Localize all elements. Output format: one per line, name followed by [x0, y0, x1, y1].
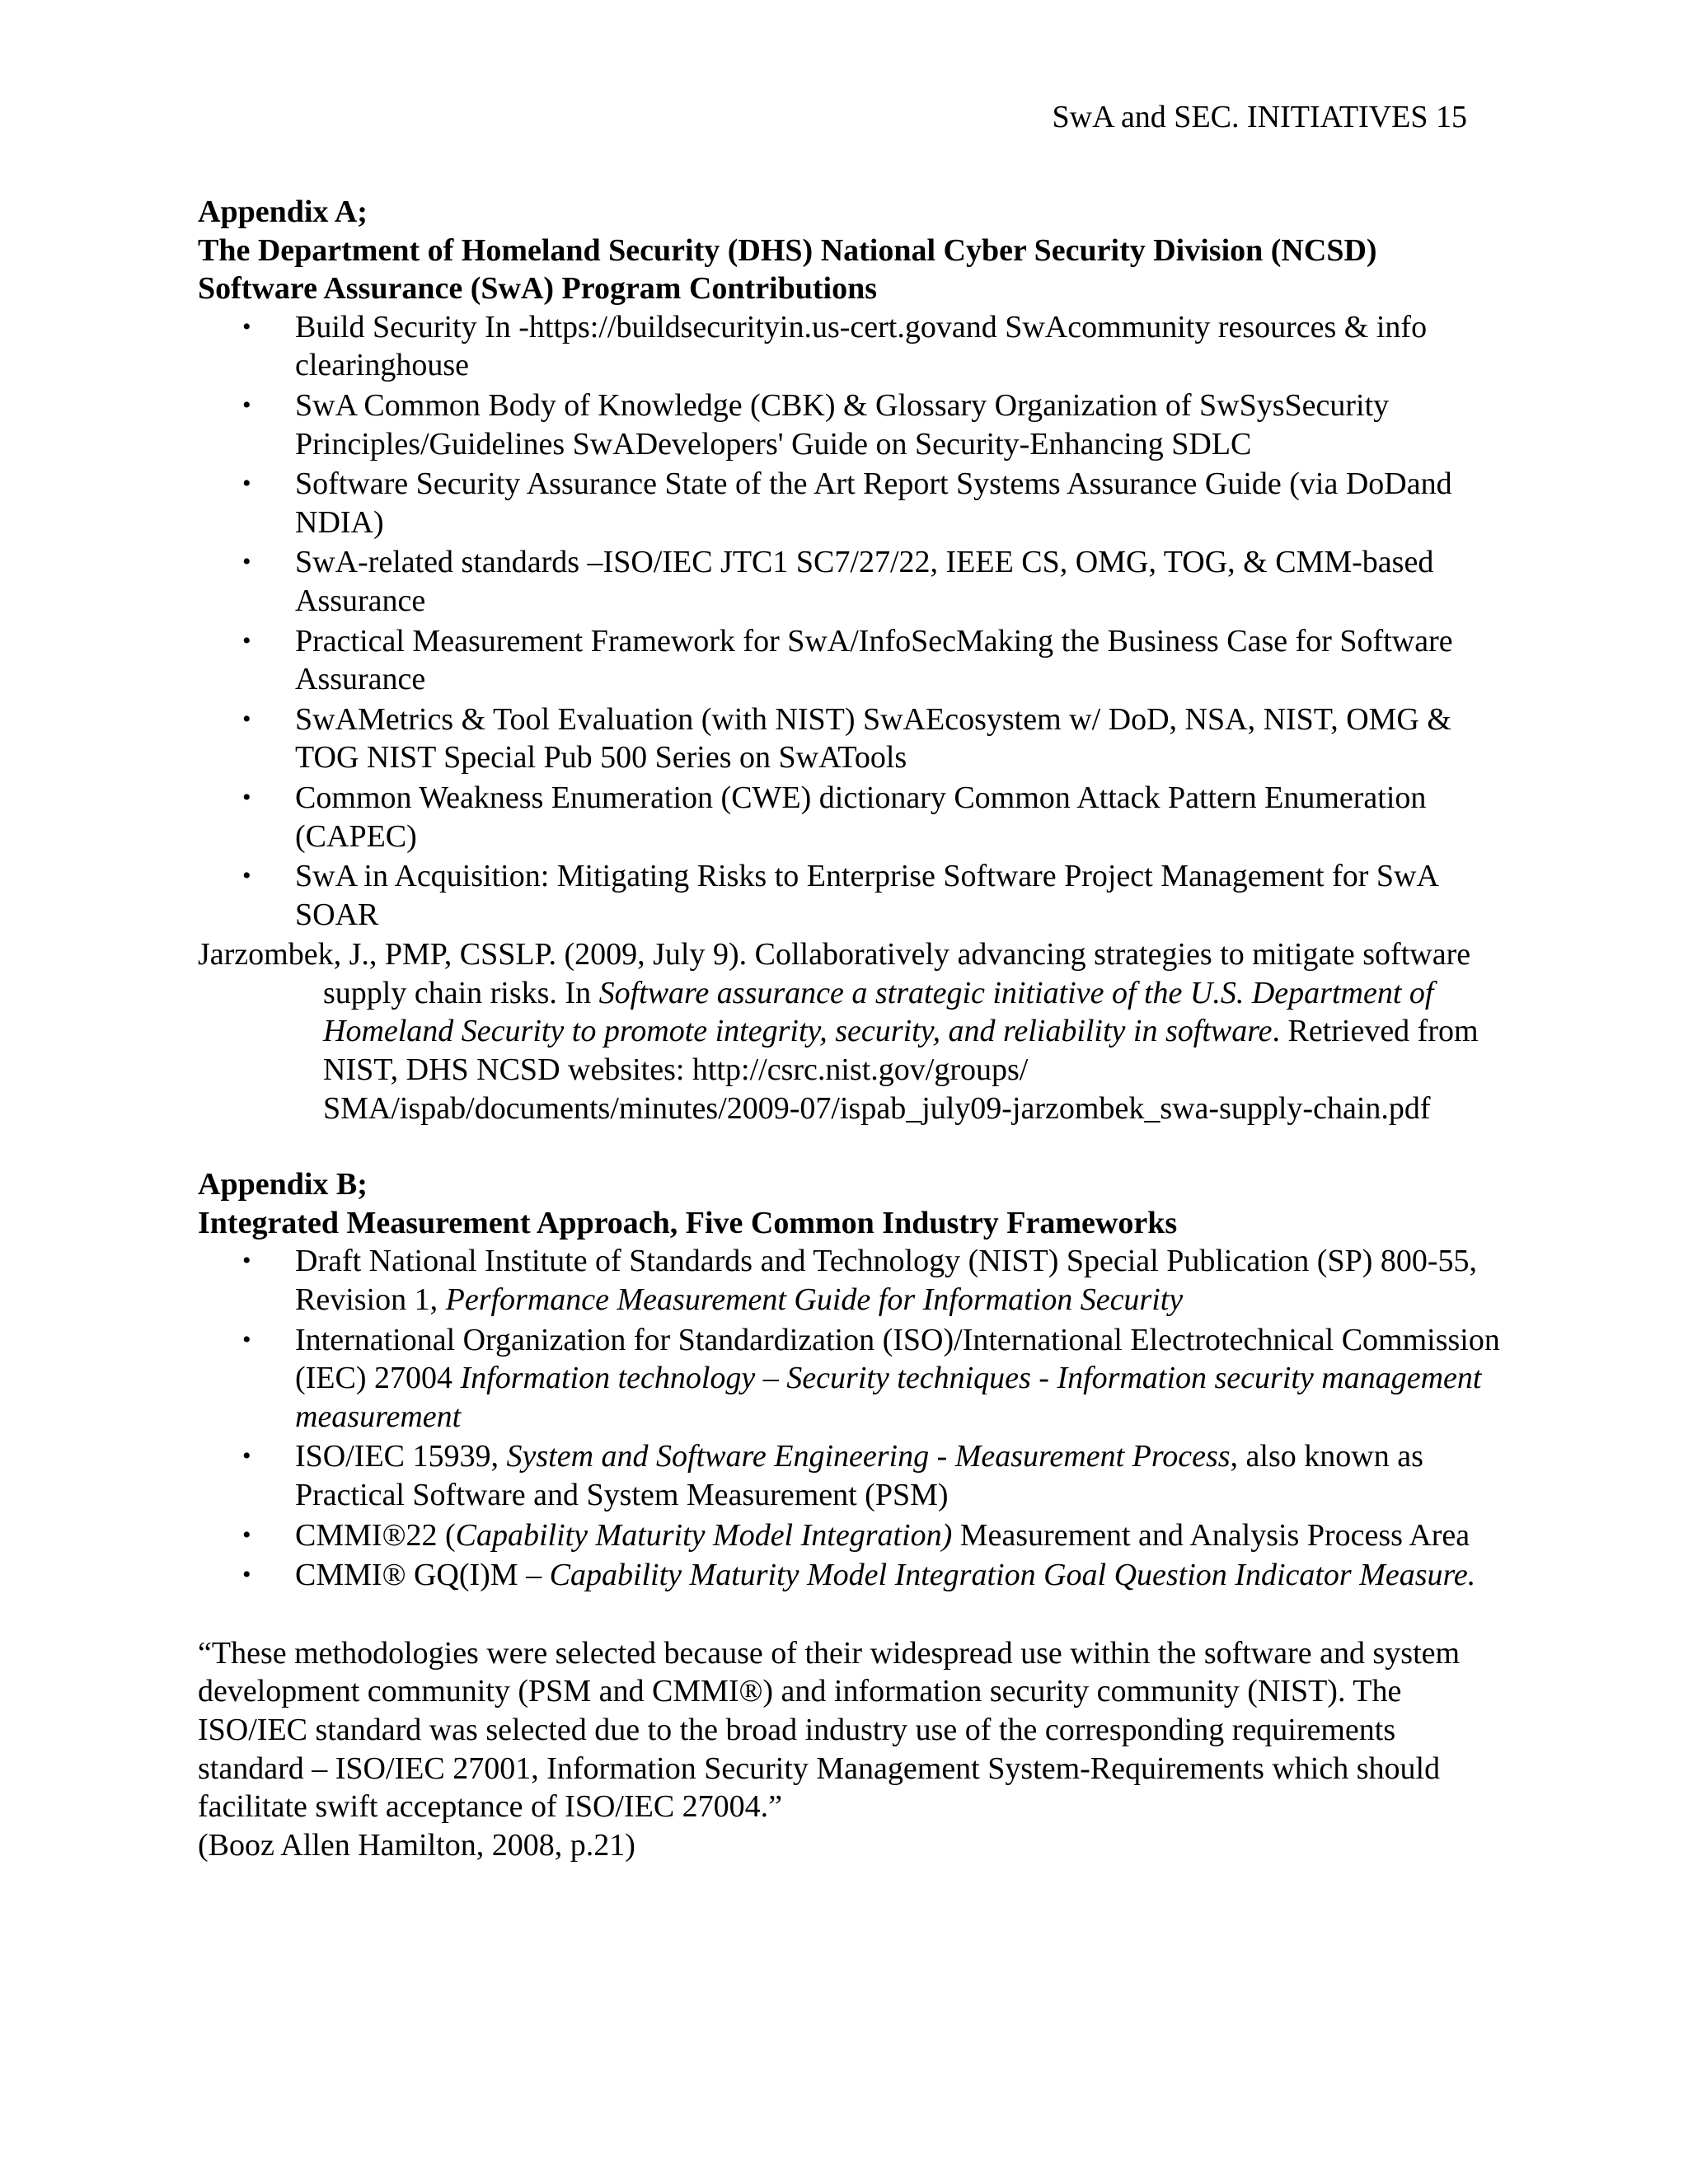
bullet-icon: • [242, 783, 251, 811]
reference-tail: . Retrieved from NIST, DHS NCSD websites: http://csrc.nist.gov/groups/ SMA/ispab/documents/minutes/2009-07/ispab_july09-jarzombek_swa-supply-chain.pdf [323, 1014, 1479, 1126]
bullet-icon: • [242, 470, 251, 498]
spacer [198, 1596, 1500, 1634]
list-item-text: CMMI® GQ(I)M – [295, 1558, 550, 1593]
list-item-text: ISO/IEC 15939, [295, 1439, 507, 1474]
list-item [198, 465, 1500, 541]
citation: (Booz Allen Hamilton, 2008, p.21) [198, 1827, 635, 1863]
list-item [198, 308, 1500, 385]
list-item-text: SwAMetrics & Tool Evaluation (with NIST) SwAEcosystem w/ DoD, NSA, NIST, OMG & TOG NIST Special Pub 500 Series on SwATools [295, 701, 1451, 776]
list-item-italic: System and Software Engineering - Measurement Process [506, 1439, 1231, 1474]
bullet-icon: • [242, 705, 251, 733]
list-item-italic: Information technology – Security techniques - Information security management measurement [295, 1361, 1482, 1434]
list-item [198, 387, 1500, 463]
bullet-icon: • [242, 1325, 251, 1353]
list-item [198, 779, 1500, 855]
list-item-text: Software Security Assurance State of the Art Report Systems Assurance Guide (via DoDand NDIA) [295, 466, 1452, 540]
list-item-text: Build Security In -https://buildsecurityin.us-cert.govand SwAcommunity resources & info clearinghouse [295, 309, 1428, 383]
list-item [198, 1321, 1500, 1436]
list-item-italic: Capability Maturity Model Integration) [455, 1517, 953, 1553]
bullet-icon: • [242, 626, 251, 654]
bullet-icon: • [242, 391, 251, 419]
list-item-text: SwA in Acquisition: Mitigating Risks to Enterprise Software Project Management for SwA SOAR [295, 859, 1437, 932]
list-item-text: Draft National Institute of Standards and Technology (NIST) Special Publication (SP) 800-55, Revision 1, [295, 1244, 1478, 1318]
appendix-a-title-line2: Software Assurance (SwA) Program Contributions [198, 271, 878, 307]
bullet-icon: • [242, 1521, 251, 1549]
list-item-text: Common Weakness Enumeration (CWE) dictionary Common Attack Pattern Enumeration (CAPEC) [295, 780, 1427, 854]
list-item [198, 1242, 1500, 1319]
quote-paragraph: “These methodologies were selected because of their widespread use within the software and system development community (PSM and CMMI®) and information security community (NIST). The ISO/IEC standard was selected due to the broad industry use of the corresponding requirements standard – ISO/IEC 27001, Information Security Management System-Requirements which should facilitate swift acceptance of ISO/IEC 27004.” [198, 1635, 1461, 1825]
list-item [198, 1556, 1500, 1595]
reference-lead: Jarzombek, J., PMP, CSSLP. (2009, July 9). Collaboratively advancing strategies to mitigate software supply chain risks. In [198, 937, 1471, 1010]
list-item-after: , also known as Practical Software and System Measurement (PSM) [295, 1439, 1423, 1512]
page-content [198, 193, 1500, 1864]
list-item-text: Practical Measurement Framework for SwA/InfoSecMaking the Business Case for Software Assurance [295, 623, 1453, 697]
bullet-icon: • [242, 1561, 251, 1589]
list-item-italic: Performance Measurement Guide for Information Security [445, 1282, 1184, 1318]
running-head: SwA and SEC. INITIATIVES 15 [1052, 100, 1467, 134]
list-item [198, 1516, 1500, 1555]
appendix-b-list [198, 1242, 1500, 1594]
bullet-icon: • [242, 1247, 251, 1275]
list-item [198, 857, 1500, 934]
list-item-text: International Organization for Standardization (ISO)/International Electrotechnical Commission (IEC) 27004 [295, 1322, 1500, 1396]
list-item-after: Measurement and Analysis Process Area [952, 1517, 1470, 1553]
bullet-icon: • [242, 312, 251, 340]
list-item-italic: Capability Maturity Model Integration Goal Question Indicator Measure. [549, 1558, 1476, 1593]
list-item [198, 1437, 1500, 1514]
appendix-a-label: Appendix A; [198, 194, 368, 229]
spacer [198, 1127, 1500, 1165]
appendix-a-list [198, 308, 1500, 935]
list-item [198, 701, 1500, 777]
bullet-icon: • [242, 1442, 251, 1470]
reference-title: Software assurance a strategic initiative of the U.S. Department of Homeland Security to promote integrity, security, and reliability in software [323, 975, 1434, 1049]
list-item [198, 543, 1500, 620]
appendix-a-title-line1: The Department of Homeland Security (DHS) National Cyber Security Division (NCSD) [198, 232, 1377, 268]
list-item-text: SwA-related standards –ISO/IEC JTC1 SC7/27/22, IEEE CS, OMG, TOG, & CMM-based Assurance [295, 545, 1434, 618]
bullet-icon: • [242, 862, 251, 890]
list-item [198, 622, 1500, 699]
reference-entry [198, 935, 1500, 1127]
list-item-text: SwA Common Body of Knowledge (CBK) & Glossary Organization of SwSysSecurity Principles/Guidelines SwADevelopers' Guide on Security-Enhancing SDLC [295, 387, 1390, 462]
list-item-text: CMMI®22 ( [295, 1517, 456, 1553]
appendix-b-label: Appendix B; [198, 1167, 368, 1202]
bullet-icon: • [242, 548, 251, 576]
appendix-b-title: Integrated Measurement Approach, Five Common Industry Frameworks [198, 1205, 1178, 1240]
